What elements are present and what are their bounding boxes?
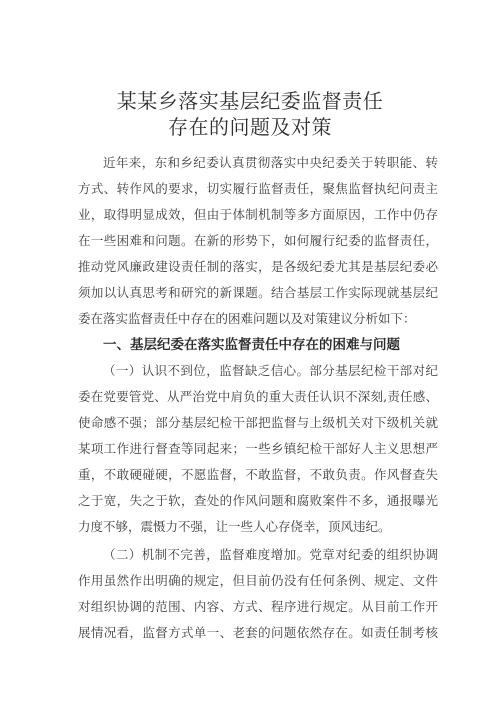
para2-line: （二）机制不完善，监督难度增加。党章对纪委的组织协调 [103, 547, 438, 562]
intro-line: 须加以认真思考和研究的新课题。结合基层工作实际现就基层纪 [78, 285, 438, 300]
intro-line: 在一些困难和问题。在新的形势下，如何履行纪委的监督责任， [78, 233, 438, 248]
para1-line: 委在党要管党、从严治党中肩负的重大责任认识不深刻,责任感、 [78, 389, 438, 404]
document-title-line2: 存在的问题及对策 [168, 115, 332, 139]
para2-line: 展情况看，监督方式单一、老套的问题依然存在。如责任制考核 [78, 625, 438, 640]
document-title-line1: 某某乡落实基层纪委监督责任 [116, 89, 384, 113]
section-heading: 一、基层纪委在落实监督责任中存在的困难与问题 [103, 337, 400, 353]
intro-line: 业，取得明显成效，但由于体制机制等多方面原因，工作中仍存 [78, 207, 438, 222]
intro-line: 方式、转作风的要求，切实履行监督责任，聚焦监督执纪问责主 [78, 181, 438, 196]
para2-line: 对组织协调的范围、内容、方式、程序进行规定。从目前工作开 [78, 599, 438, 614]
para2-line: 作用虽然作出明确的规定，但目前仍没有任何条例、规定、文件 [78, 573, 438, 588]
para1-line: 力度不够，震慑力不强，让一些人心存侥幸，顶风违纪。 [78, 519, 391, 534]
para1-line: 重，不敢硬碰硬，不愿监督，不敢监督，不敢负责。作风督查失 [78, 467, 438, 482]
intro-line: 近年来，东和乡纪委认真贯彻落实中央纪委关于转职能、转 [103, 155, 438, 170]
para1-line: 某项工作进行督查等同起来；一些乡镇纪检干部好人主义思想严 [78, 441, 438, 456]
para1-line: 之于宽，失之于软，查处的作风问题和腐败案件不多，通报曝光 [78, 493, 438, 508]
para1-line: 使命感不强；部分基层纪检干部把监督与上级机关对下级机关就 [78, 415, 438, 430]
intro-line: 推动党风廉政建设责任制的落实，是各级纪委尤其是基层纪委必 [78, 259, 438, 274]
intro-line: 委在落实监督责任中存在的困难问题以及对策建议分析如下： [78, 311, 416, 326]
para1-line: （一）认识不到位，监督缺乏信心。部分基层纪检干部对纪 [103, 363, 438, 378]
